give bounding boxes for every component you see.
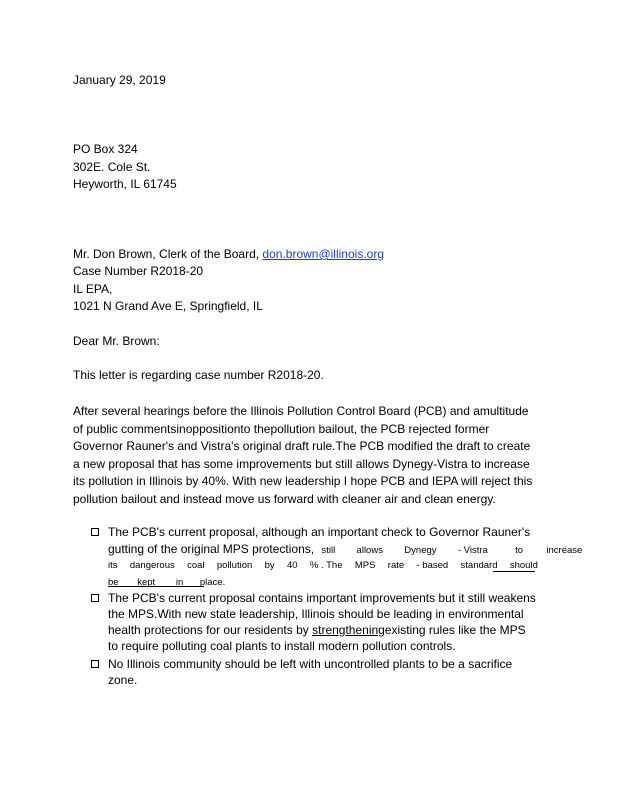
bullet2-line3-post: existing rules like the MPS [384,623,526,637]
intro-line: This letter is regarding case number R2018-20. [73,368,324,382]
underline-rule [108,586,204,587]
bullet1-small-word: still [321,545,336,556]
bullet1-line4 [108,575,225,591]
body-line: After several hearings before the Illinois Pollution Control Board (PCB) and amultitude [73,404,529,418]
bullet1-small-word: - based [416,560,449,571]
salutation: Dear Mr. Brown: [73,334,160,348]
bullet1-small-word: its [108,560,118,571]
sender-address-line3: Heyworth, IL 61745 [73,177,177,191]
bullet2-line2: the MPS.With new state leadership, Illinois should be leading in environmental [108,607,524,621]
bullet1-small-word: allows [356,545,383,556]
bullet3-line1: No Illinois community should be left with uncontrolled plants to be a sacrifice [108,657,513,671]
bullet1-small-word: rate [387,560,405,571]
case-number: Case Number R2018-20 [73,264,204,278]
bullet1-small-word: 40 [287,560,298,571]
bullet1-small-word: MPS [354,560,376,571]
bullet1-line1: The PCB's current proposal, although an important check to Governor Rauner's [108,525,531,539]
recipient-agency: IL EPA, [73,282,113,296]
bullet2-line4: to require polluting coal plants to install modern pollution controls. [108,639,456,653]
bullet-box-icon [91,528,99,536]
sender-address-line1: PO Box 324 [73,142,138,156]
body-line: pollution bailout and instead move us forward with cleaner air and clean energy. [73,491,496,506]
body-line: its pollution in Illinois by 40%. With new leadership I hope PCB and IEPA will reject this [73,474,533,488]
bullet-box-icon [91,594,99,602]
bullet1-line2 [108,541,582,559]
recipient-address: 1021 N Grand Ave E, Springfield, IL [73,299,263,313]
bullet1-small-word: to [515,545,524,556]
bullet2-line1: The PCB's current proposal contains important improvements but it still weakens [108,591,536,605]
bullet1-small-word: in [175,577,184,588]
bullet1-small-word: by [264,560,275,571]
bullet1-small-word: - Vistra [457,545,488,556]
body-paragraph [73,403,545,508]
recipient-name: Mr. Don Brown, Clerk of the Board, [73,247,260,261]
body-line: a new proposal that has some improvements but still allows Dynegy-Vistra to increase [73,456,530,471]
bullet3-line2: zone. [108,673,138,687]
letter-date: January 29, 2019 [73,73,166,87]
bullet1-small-word: increase [546,545,583,556]
bullet2-line3 [108,622,526,638]
bullet2-underlined-word: strengthening [312,623,385,637]
sender-address-line2: 302E. Cole St. [73,160,151,174]
bullet1-small-word: should [509,560,538,571]
bullet1-small-word: kept [137,577,156,588]
bullet1-small-word: coal [187,560,205,571]
bullet1-small-word: Dynegy [404,545,437,556]
bullet1-small-word: place. [199,577,226,588]
bullet1-small-word: be [108,577,119,588]
bullet1-small-word: % . The [309,560,343,571]
recipient-email-link[interactable]: don.brown@illinois.org [262,247,384,261]
underline-rule [493,571,535,572]
bullet1-small-word: standard [460,560,498,571]
bullet-box-icon [91,660,99,668]
bullet1-small-word: pollution [216,560,253,571]
bullet1-line2-text: gutting of the original MPS protections, [108,542,315,556]
body-line: of public commentsinoppositionto thepollution bailout, the PCB rejected former [73,421,490,436]
bullet2-line3-pre: health protections for our residents by [108,623,309,637]
bullet1-small-word: dangerous [129,560,175,571]
body-line: Governor Rauner's and Vistra's original draft rule.The PCB modified the draft to create [73,439,531,453]
bullet1-line3 [108,558,538,574]
recipient-name-line [73,247,384,261]
